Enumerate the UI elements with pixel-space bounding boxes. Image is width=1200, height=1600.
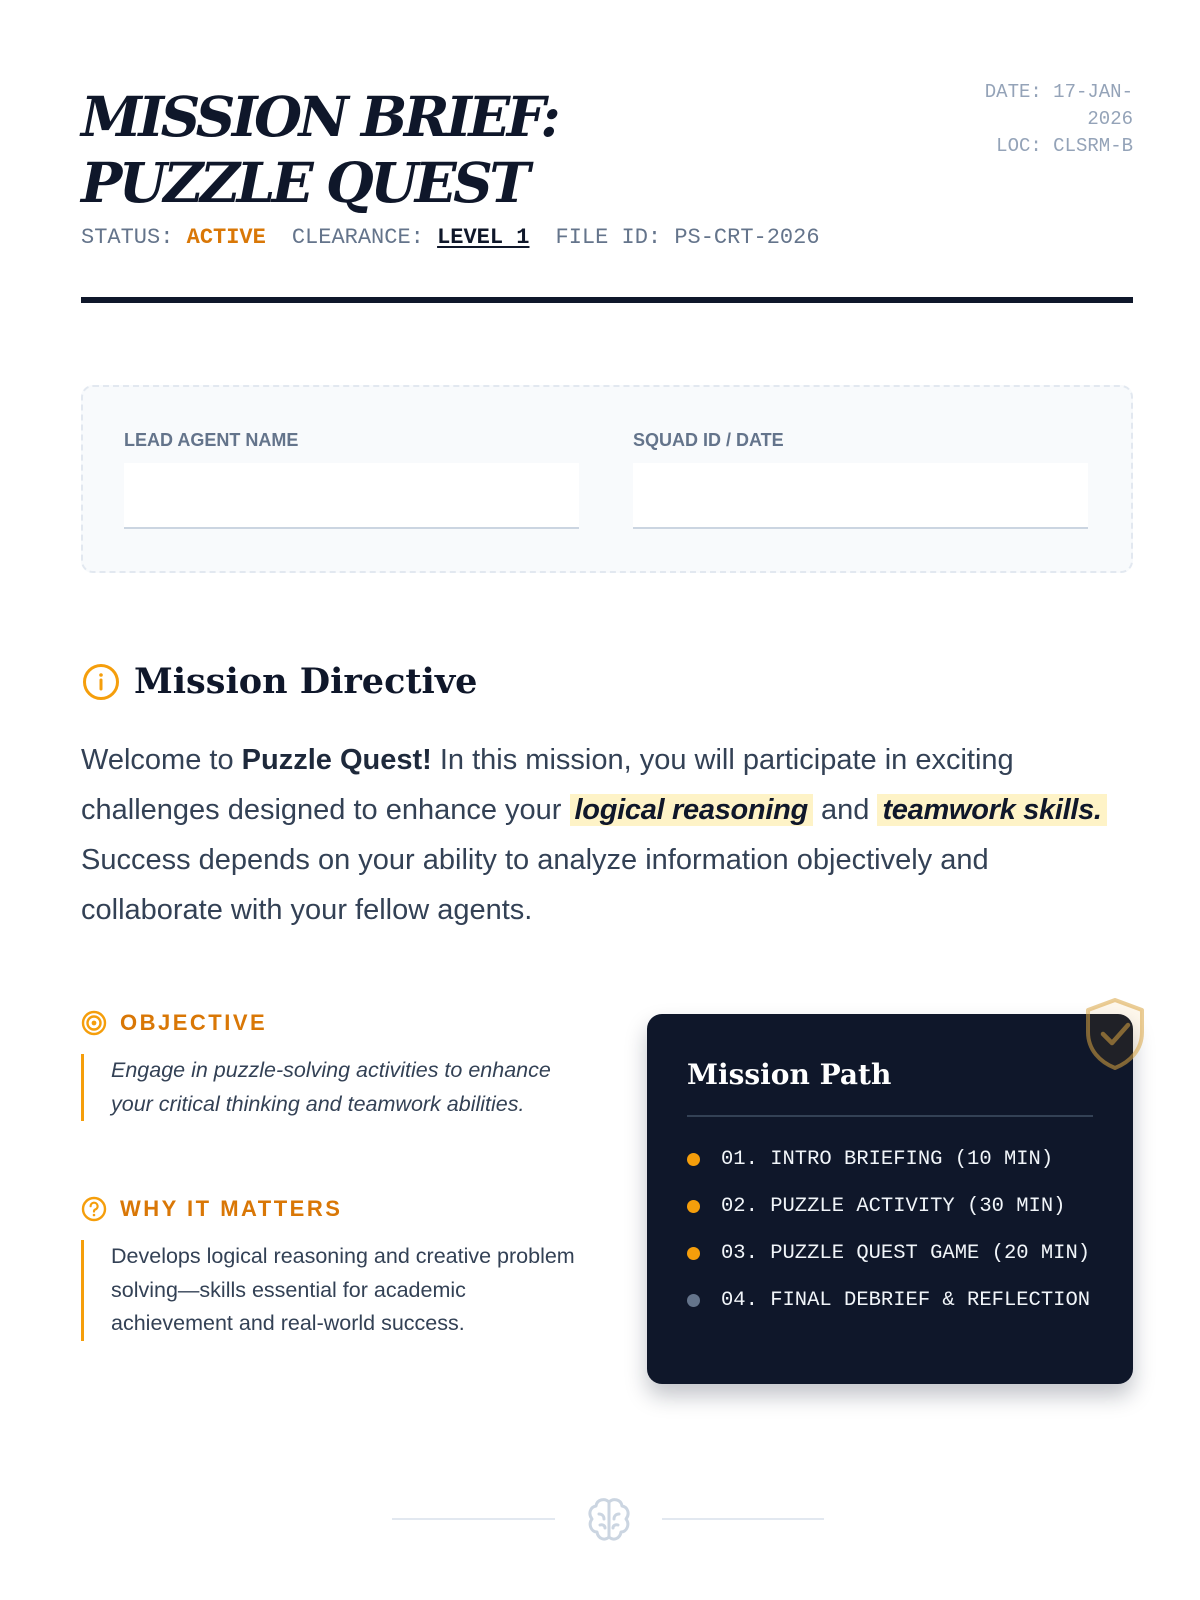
question-icon <box>81 1196 107 1222</box>
file-id: FILE ID: PS-CRT-2026 <box>555 225 820 250</box>
lead-agent-input[interactable] <box>124 463 579 529</box>
header-meta <box>943 79 1133 160</box>
lead-agent-field <box>124 429 579 529</box>
brain-icon <box>583 1494 635 1546</box>
step-label: 01. INTRO BRIEFING (10 MIN) <box>721 1148 1054 1171</box>
mission-path-item <box>687 1183 1090 1230</box>
intro-text: Success depends on your ability to analyze information objectively and collaborate with your fellow agents. <box>81 844 989 926</box>
footer-line-left <box>392 1518 555 1520</box>
status-value: ACTIVE <box>186 225 266 250</box>
mission-path-item <box>687 1230 1090 1277</box>
highlight-teamwork-skills: teamwork skills. <box>877 794 1106 826</box>
directive-heading <box>81 657 477 707</box>
shield-check-icon <box>1083 996 1147 1072</box>
step-dot <box>687 1200 700 1213</box>
mission-path-list <box>687 1136 1090 1324</box>
objective-text: Engage in puzzle-solving activities to enhance your critical thinking and teamwork abilities. <box>81 1054 581 1121</box>
mission-path-item <box>687 1136 1090 1183</box>
step-label: 02. PUZZLE ACTIVITY (30 MIN) <box>721 1195 1066 1218</box>
info-icon <box>81 662 121 702</box>
mission-path-item <box>687 1277 1090 1324</box>
mission-path-card <box>647 1014 1133 1384</box>
location-text: LOC: CLSRM-B <box>996 135 1133 157</box>
intro-text: Welcome to <box>81 744 242 776</box>
highlight-logical-reasoning: logical reasoning <box>570 794 813 826</box>
step-label: 03. PUZZLE QUEST GAME (20 MIN) <box>721 1242 1091 1265</box>
intro-text: In this mission, you will participate in exciting challenges designed to enhance your <box>81 744 1014 826</box>
intro-emphasis: Puzzle Quest! <box>241 744 432 776</box>
header-divider <box>81 297 1133 303</box>
directive-paragraph <box>81 735 1133 935</box>
clearance-label: CLEARANCE: <box>291 225 424 250</box>
squad-label: SQUAD ID / DATE <box>633 430 784 450</box>
step-dot <box>687 1153 700 1166</box>
mission-brief-page <box>81 0 1133 1600</box>
why-title: WHY IT MATTERS <box>120 1196 343 1221</box>
clearance-value: LEVEL 1 <box>437 225 530 250</box>
why-text: Develops logical reasoning and creative problem solving—skills essential for academic achievement and real-world success. <box>81 1240 581 1341</box>
step-label: 04. FINAL DEBRIEF & REFLECTION <box>721 1289 1091 1312</box>
agent-info-form <box>81 385 1133 573</box>
objective-heading <box>81 1008 267 1038</box>
step-dot <box>687 1247 700 1260</box>
footer-line-right <box>662 1518 824 1520</box>
squad-field <box>633 429 1088 529</box>
intro-text: and <box>812 794 878 826</box>
squad-input[interactable] <box>633 463 1088 529</box>
why-heading <box>81 1194 342 1224</box>
page-title: MISSION BRIEF: PUZZLE QUEST <box>81 84 558 215</box>
mission-path-title: Mission Path <box>687 1058 892 1091</box>
status-row <box>81 225 820 250</box>
target-icon <box>81 1010 107 1036</box>
lead-agent-label: LEAD AGENT NAME <box>124 430 299 450</box>
status-label: STATUS: <box>81 225 174 250</box>
card-divider <box>687 1115 1093 1117</box>
directive-title: Mission Directive <box>134 661 478 702</box>
objective-title: OBJECTIVE <box>120 1010 268 1035</box>
step-dot <box>687 1294 700 1307</box>
date-text: DATE: 17-JAN-2026 <box>984 81 1133 130</box>
